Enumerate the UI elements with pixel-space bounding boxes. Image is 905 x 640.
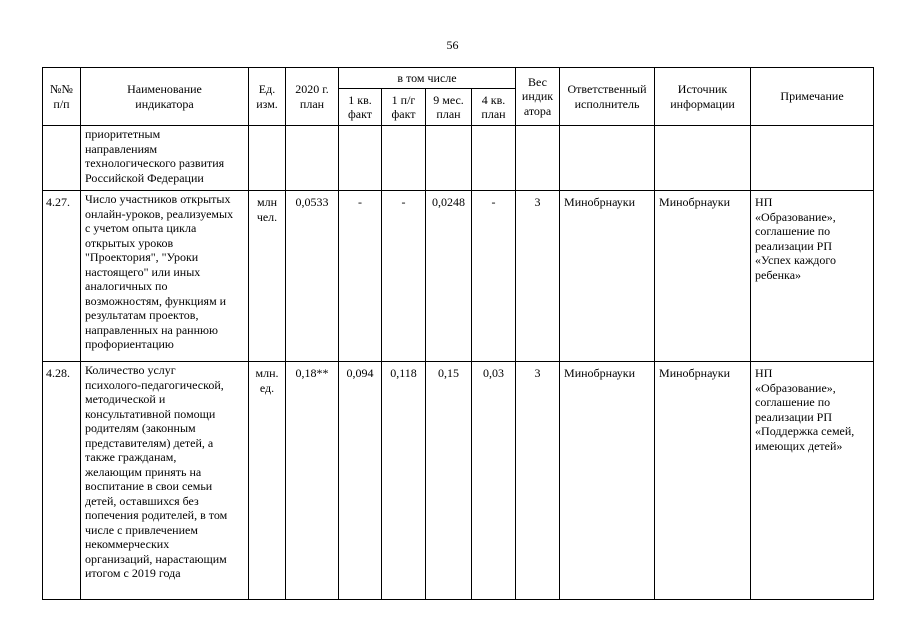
header-name: Наименование индикатора bbox=[81, 68, 249, 126]
indicator-name: Количество услуг психолого-педагогической, методической и консультативной помощи родителям (законным представителям) детей, а также гражданам, желающим принять на воспитание в свои семьи детей, оставшихся без попечения родителей, в том числе с привлечением некоммерческих организаций, нарастающим итогом с 2019 года bbox=[81, 362, 249, 600]
table-row bbox=[43, 126, 874, 191]
header-note: Примечание bbox=[751, 68, 874, 126]
header-plan-2020: 2020 г. план bbox=[286, 68, 339, 126]
weight-cell: 3 bbox=[516, 362, 560, 600]
header-source: Источник информации bbox=[655, 68, 751, 126]
unit-cell bbox=[249, 126, 286, 191]
row-number: 4.27. bbox=[43, 191, 81, 362]
header-weight: Вес индик атора bbox=[516, 68, 560, 126]
header-q1-fact: 1 кв. факт bbox=[339, 89, 382, 126]
table-row bbox=[43, 191, 874, 362]
q1-cell: 0,094 bbox=[339, 362, 382, 600]
indicator-name: Число участников открытых онлайн-уроков, реализуемых с учетом опыта цикла открытых уроков "Проектория", "Уроки настоящего" или иных аналогичных по возможностям, функциям и результатам проектов, направленных на раннюю профориентацию bbox=[81, 191, 249, 362]
header-9m-plan: 9 мес. план bbox=[426, 89, 472, 126]
q1-cell bbox=[339, 126, 382, 191]
source-cell bbox=[655, 126, 751, 191]
weight-cell: 3 bbox=[516, 191, 560, 362]
q4-cell: 0,03 bbox=[472, 362, 516, 600]
plan-cell: 0,18** bbox=[286, 362, 339, 600]
source-cell: Минобрнауки bbox=[655, 191, 751, 362]
header-including: в том числе bbox=[339, 68, 516, 89]
header-q4-plan: 4 кв. план bbox=[472, 89, 516, 126]
row-number bbox=[43, 126, 81, 191]
q1-cell: - bbox=[339, 191, 382, 362]
source-cell: Минобрнауки bbox=[655, 362, 751, 600]
header-responsible: Ответственный исполнитель bbox=[560, 68, 655, 126]
m9-cell: 0,15 bbox=[426, 362, 472, 600]
h1-cell: 0,118 bbox=[382, 362, 426, 600]
weight-cell bbox=[516, 126, 560, 191]
header-num: №№ п/п bbox=[43, 68, 81, 126]
m9-cell bbox=[426, 126, 472, 191]
h1-cell bbox=[382, 126, 426, 191]
responsible-cell: Минобрнауки bbox=[560, 191, 655, 362]
note-cell: НП «Образование», соглашение по реализации РП «Поддержка семей, имеющих детей» bbox=[751, 362, 874, 600]
header-unit: Ед. изм. bbox=[249, 68, 286, 126]
row-number: 4.28. bbox=[43, 362, 81, 600]
header-h1-fact: 1 п/г факт bbox=[382, 89, 426, 126]
plan-cell bbox=[286, 126, 339, 191]
h1-cell: - bbox=[382, 191, 426, 362]
m9-cell: 0,0248 bbox=[426, 191, 472, 362]
table-row bbox=[43, 362, 874, 600]
responsible-cell bbox=[560, 126, 655, 191]
unit-cell: млн чел. bbox=[249, 191, 286, 362]
q4-cell: - bbox=[472, 191, 516, 362]
note-cell: НП «Образование», соглашение по реализации РП «Успех каждого ребенка» bbox=[751, 191, 874, 362]
responsible-cell: Минобрнауки bbox=[560, 362, 655, 600]
q4-cell bbox=[472, 126, 516, 191]
page-number: 56 bbox=[446, 38, 459, 52]
indicator-name: приоритетным направлениям технологического развития Российской Федерации bbox=[81, 126, 249, 191]
indicators-table bbox=[42, 67, 874, 600]
note-cell bbox=[751, 126, 874, 191]
plan-cell: 0,0533 bbox=[286, 191, 339, 362]
unit-cell: млн. ед. bbox=[249, 362, 286, 600]
